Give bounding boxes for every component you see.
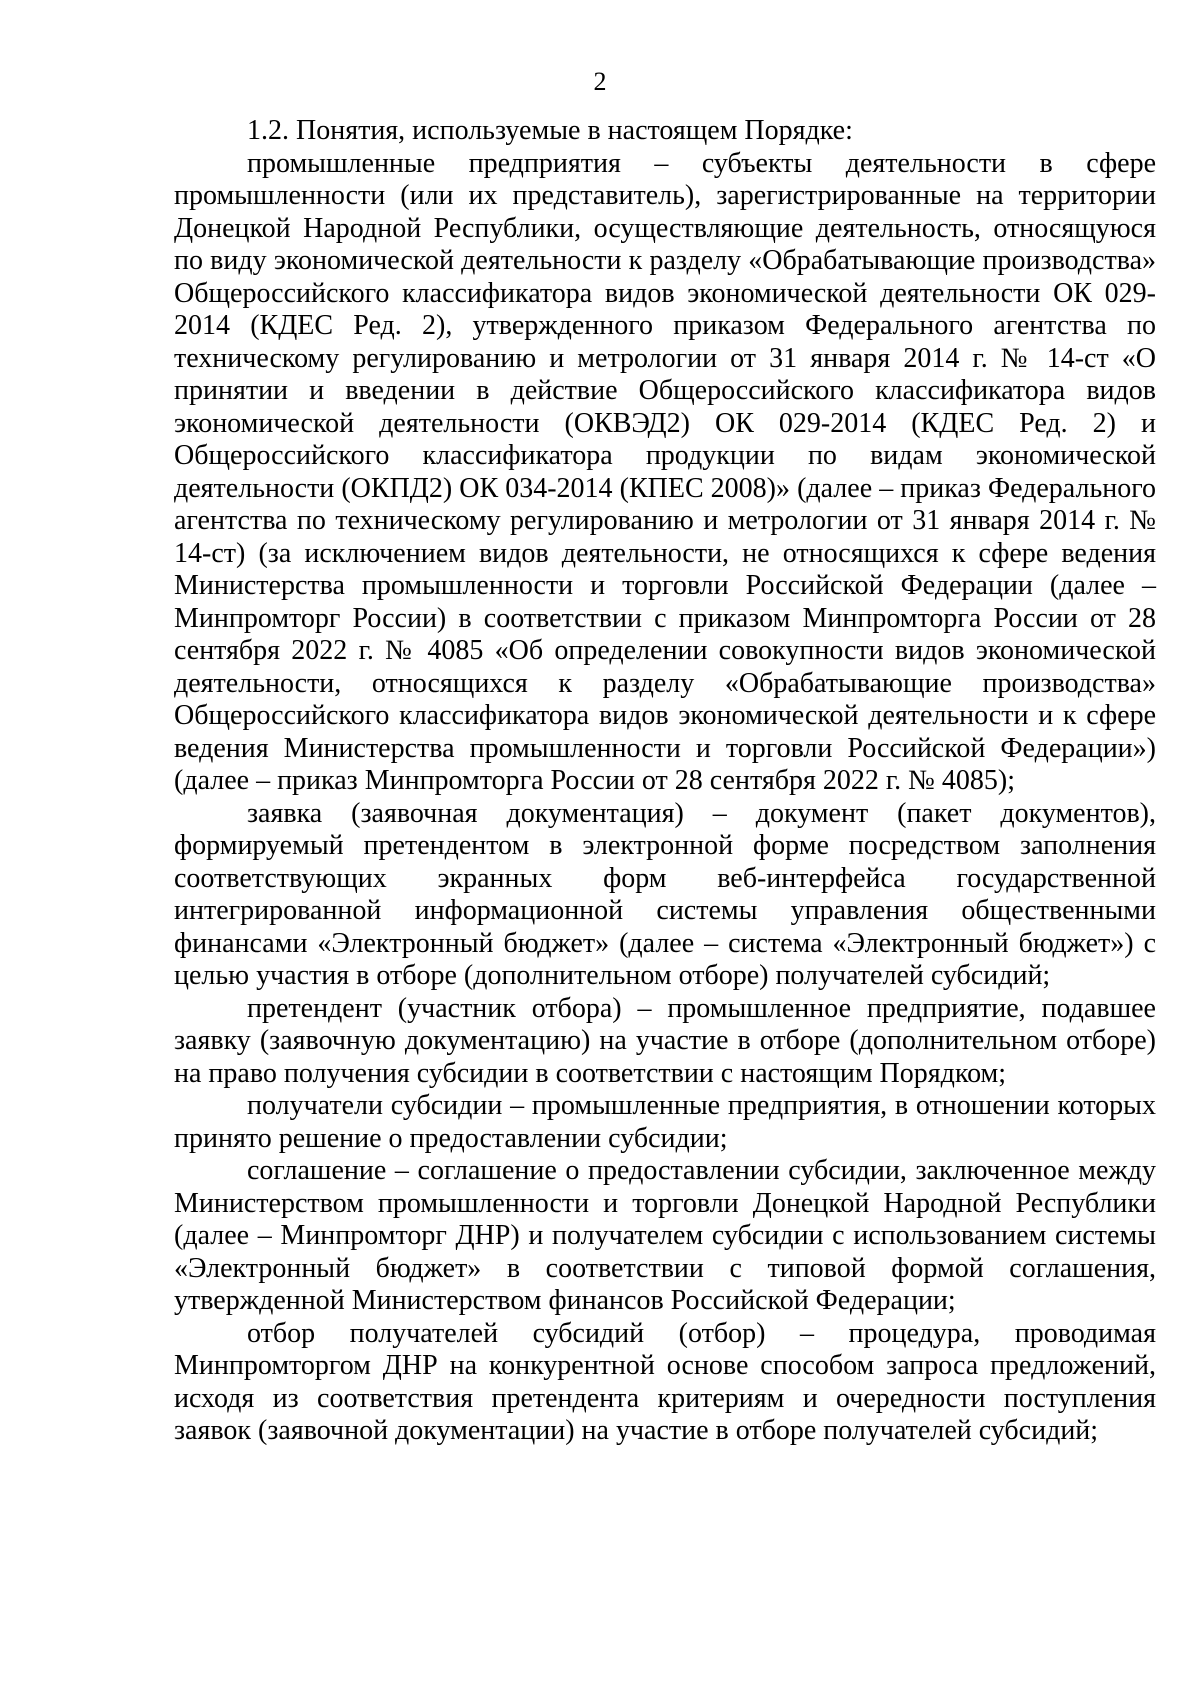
paragraph-applicant: претендент (участник отбора) – промышленное предприятие, подавшее заявку (заявочную документацию) на участие в отборе (дополнительном отборе) на право получения субсидии в соответствии с настоящим Порядком;: [174, 992, 1156, 1089]
document-body: [174, 115, 1156, 1448]
paragraph-industrial-enterprises: промышленные предприятия – субъекты деятельности в сфере промышленности (или их представитель), зарегистрированные на территории Донецкой Народной Республики, осуществляющие деятельность, относящуюся по виду экономической деятельности к разделу «Обрабатывающие производства» Общероссийского классификатора видов экономической деятельности ОК 029-2014 (КДЕС Ред. 2), утвержденного приказом Федерального агентства по техническому регулированию и метрологии от 31 января 2014 г. № 14-ст «О принятии и введении в действие Общероссийского классификатора видов экономической деятельности (ОКВЭД2) ОК 029-2014 (КДЕС Ред. 2) и Общероссийского классификатора продукции по видам экономической деятельности (ОКПД2) ОК 034-2014 (КПЕС 2008)» (далее – приказ Федерального агентства по техническому регулированию и метрологии от 31 января 2014 г. № 14-ст) (за исключением видов деятельности, не относящихся к сфере ведения Министерства промышленности и торговли Российской Федерации (далее – Минпромторг России) в соответствии с приказом Минпромторга России от 28 сентября 2022 г. № 4085 «Об определении совокупности видов экономической деятельности, относящихся к разделу «Обрабатывающие производства» Общероссийского классификатора видов экономической деятельности и к сфере ведения Министерства промышленности и торговли Российской Федерации») (далее – приказ Минпромторга России от 28 сентября 2022 г. № 4085);: [174, 147, 1156, 796]
paragraph-definitions-heading: 1.2. Понятия, используемые в настоящем Порядке:: [247, 115, 853, 146]
paragraph-agreement: соглашение – соглашение о предоставлении субсидии, заключенное между Министерством промышленности и торговли Донецкой Народной Республики (далее – Минпромторг ДНР) и получателем субсидии с использованием системы «Электронный бюджет» в соответствии с типовой формой соглашения, утвержденной Министерством финансов Российской Федерации;: [174, 1155, 1156, 1316]
paragraph-selection: отбор получателей субсидий (отбор) – процедура, проводимая Минпромторгом ДНР на конкурентной основе способом запроса предложений, исходя из соответствия претендента критериям и очередности поступления заявок (заявочной документации) на участие в отборе получателей субсидий;: [174, 1317, 1156, 1446]
paragraph-application: заявка (заявочная документация) – документ (пакет документов), формируемый претендентом в электронной форме посредством заполнения соответствующих экранных форм веб-интерфейса государственной интегрированной информационной системы управления общественными финансами «Электронный бюджет» (далее – система «Электронный бюджет») с целью участия в отборе (дополнительном отборе) получателей субсидий;: [174, 797, 1156, 991]
paragraph-subsidy-recipients: получатели субсидии – промышленные предприятия, в отношении которых принято решение о предоставлении субсидии;: [174, 1090, 1156, 1154]
page-number: 2: [593, 67, 607, 96]
